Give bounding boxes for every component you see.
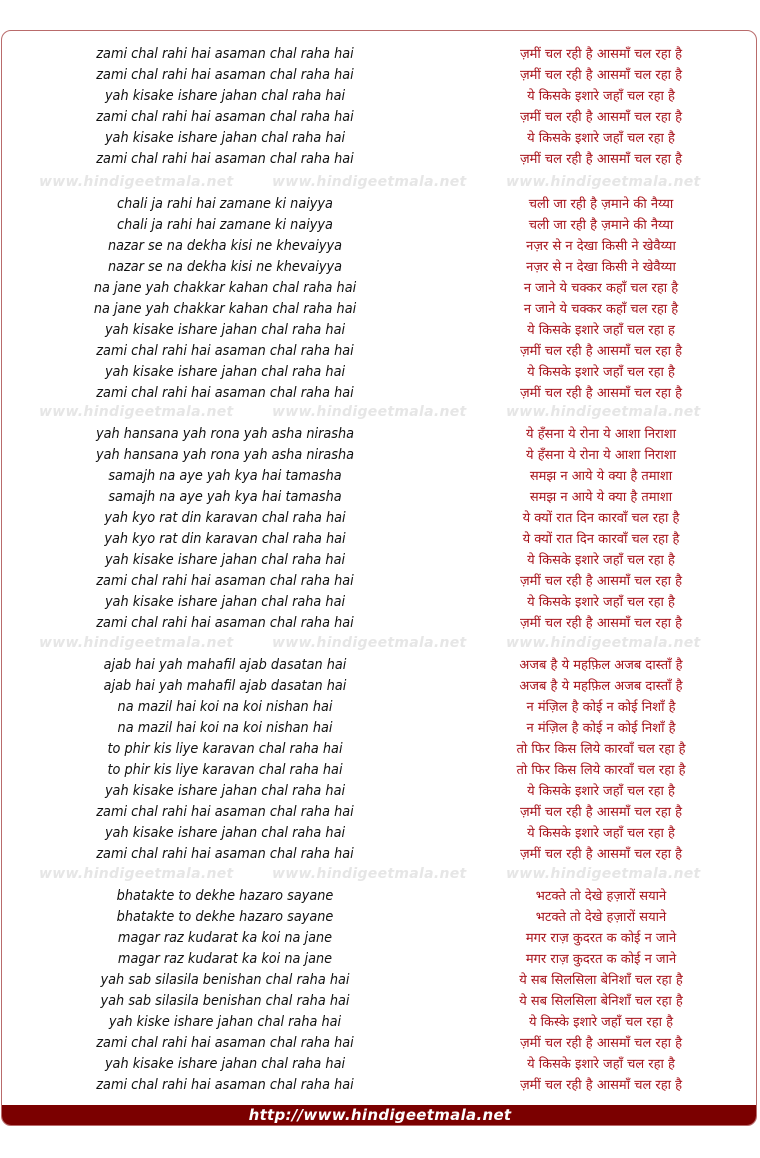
- lyric-line-hindi: ये किसके इशारे जहाँ चल रहा है: [527, 553, 675, 568]
- lyric-line-english: zami chal rahi hai asaman chal raha hai: [96, 804, 354, 820]
- lyric-line-hindi: ज़मीं चल रही है आसमाँ चल रहा है: [519, 616, 683, 631]
- watermark-text: www.hindigeetmala.net: [272, 404, 467, 420]
- lyric-line-english: yah kisake ishare jahan chal raha hai: [104, 552, 346, 568]
- lyric-line-hindi: ये किसके इशारे जहाँ चल रहा है: [527, 131, 675, 146]
- lyric-line-english: zami chal rahi hai asaman chal raha hai: [96, 1077, 354, 1093]
- lyric-line-hindi: ज़मीं चल रही है आसमाँ चल रहा है: [519, 847, 683, 862]
- lyric-line-english: magar raz kudarat ka koi na jane: [117, 951, 333, 967]
- lyric-line-hindi: ज़मीं चल रही है आसमाँ चल रहा है: [519, 386, 683, 401]
- lyric-line-hindi: समझ न आये ये क्या है तमाशा: [529, 469, 673, 484]
- lyric-line-hindi: ज़मीं चल रही है आसमाँ चल रहा है: [519, 1036, 683, 1051]
- watermark-text: www.hindigeetmala.net: [39, 635, 234, 651]
- lyric-line-hindi: ज़मीं चल रही है आसमाँ चल रहा है: [519, 1078, 683, 1093]
- lyric-line-english: zami chal rahi hai asaman chal raha hai: [96, 46, 354, 62]
- lyric-line-english: nazar se na dekha kisi ne khevaiyya: [107, 259, 343, 275]
- lyric-line-english: zami chal rahi hai asaman chal raha hai: [96, 67, 354, 83]
- lyric-line-english: nazar se na dekha kisi ne khevaiyya: [107, 238, 343, 254]
- lyric-line-english: yah kiske ishare jahan chal raha hai: [108, 1014, 342, 1030]
- lyric-line-hindi: ये किसके इशारे जहाँ चल रहा है: [527, 365, 675, 380]
- lyric-line-english: yah hansana yah rona yah asha nirasha: [95, 447, 355, 463]
- lyric-line-english: yah kisake ishare jahan chal raha hai: [104, 88, 346, 104]
- lyric-line-hindi: अजब है ये महफ़िल अजब दास्ताँ है: [519, 658, 683, 673]
- lyric-line-hindi: ज़मीं चल रही है आसमाँ चल रहा है: [519, 574, 683, 589]
- lyric-line-hindi: ये किसके इशारे जहाँ चल रहा है: [527, 1057, 675, 1072]
- lyric-line-hindi: ज़मीं चल रही है आसमाँ चल रहा है: [519, 152, 683, 167]
- lyric-line-hindi: ये किसके इशारे जहाँ चल रहा है: [527, 595, 675, 610]
- lyric-line-english: yah kyo rat din karavan chal raha hai: [104, 510, 346, 526]
- lyric-line-english: bhatakte to dekhe hazaro sayane: [116, 888, 334, 904]
- lyric-line-english: yah kisake ishare jahan chal raha hai: [104, 364, 346, 380]
- lyric-line-hindi: ज़मीं चल रही है आसमाँ चल रहा है: [519, 344, 683, 359]
- watermark-text: www.hindigeetmala.net: [506, 174, 701, 190]
- lyric-line-hindi: मगर राज़ कुदरत क कोई न जाने: [525, 931, 677, 946]
- lyric-line-hindi: मगर राज़ कुदरत क कोई न जाने: [525, 952, 677, 967]
- lyric-line-english: yah sab silasila benishan chal raha hai: [100, 993, 350, 1009]
- lyric-line-english: zami chal rahi hai asaman chal raha hai: [96, 151, 354, 167]
- lyric-line-english: zami chal rahi hai asaman chal raha hai: [96, 1035, 354, 1051]
- lyric-line-hindi: ये सब सिलसिला बेनिशाँ चल रहा है: [519, 994, 683, 1009]
- lyric-line-hindi: नज़र से न देखा किसी ने खेवैय्या: [526, 239, 676, 254]
- lyric-line-hindi: चली जा रही है ज़माने की नैय्या: [528, 218, 674, 233]
- lyric-line-hindi: भटक्ते तो देखे हज़ारों सयाने: [535, 889, 667, 904]
- lyric-line-english: yah hansana yah rona yah asha nirasha: [95, 426, 355, 442]
- lyric-line-hindi: न जाने ये चक्कर कहाँ चल रहा है: [523, 281, 679, 296]
- lyric-line-english: yah kisake ishare jahan chal raha hai: [104, 130, 346, 146]
- lyric-line-hindi: भटक्ते तो देखे हज़ारों सयाने: [535, 910, 667, 925]
- lyric-line-hindi: ये क्यों रात दिन कारवाँ चल रहा है: [522, 532, 680, 547]
- lyric-line-english: yah kisake ishare jahan chal raha hai: [104, 1056, 346, 1072]
- lyric-line-hindi: ज़मीं चल रही है आसमाँ चल रहा है: [519, 68, 683, 83]
- lyric-line-hindi: ये हँसना ये रोना ये आशा निराशा: [526, 427, 676, 442]
- lyric-line-english: samajh na aye yah kya hai tamasha: [108, 468, 342, 484]
- lyric-line-english: yah sab silasila benishan chal raha hai: [100, 972, 350, 988]
- lyric-line-english: yah kyo rat din karavan chal raha hai: [104, 531, 346, 547]
- lyric-line-english: ajab hai yah mahafil ajab dasatan hai: [103, 657, 347, 673]
- lyric-line-english: bhatakte to dekhe hazaro sayane: [116, 909, 334, 925]
- lyric-line-hindi: ये किसके इशारे जहाँ चल रहा ह: [527, 323, 675, 338]
- lyric-line-english: zami chal rahi hai asaman chal raha hai: [96, 846, 354, 862]
- lyric-line-hindi: ये किसके इशारे जहाँ चल रहा है: [527, 89, 675, 104]
- lyric-line-english: zami chal rahi hai asaman chal raha hai: [96, 573, 354, 589]
- lyric-line-english: chali ja rahi hai zamane ki naiyya: [117, 196, 333, 212]
- footer-url-bar[interactable]: http://www.hindigeetmala.net: [2, 1105, 757, 1125]
- lyric-line-english: na mazil hai koi na koi nishan hai: [117, 720, 333, 736]
- lyric-line-english: magar raz kudarat ka koi na jane: [117, 930, 333, 946]
- lyric-line-hindi: ज़मीं चल रही है आसमाँ चल रहा है: [519, 805, 683, 820]
- lyric-line-hindi: न मंज़िल है कोई न कोई निशाँ है: [526, 721, 676, 736]
- lyric-line-hindi: चली जा रही है ज़माने की नैय्या: [528, 197, 674, 212]
- watermark-text: www.hindigeetmala.net: [39, 866, 234, 882]
- watermark-text: www.hindigeetmala.net: [506, 866, 701, 882]
- lyric-line-hindi: ये किसके इशारे जहाँ चल रहा है: [527, 826, 675, 841]
- lyric-line-hindi: तो फिर किस लिये कारवाँ चल रहा है: [516, 742, 686, 757]
- lyric-line-english: to phir kis liye karavan chal raha hai: [107, 762, 343, 778]
- lyric-line-hindi: ये हँसना ये रोना ये आशा निराशा: [526, 448, 676, 463]
- lyric-line-english: zami chal rahi hai asaman chal raha hai: [96, 343, 354, 359]
- lyric-line-english: zami chal rahi hai asaman chal raha hai: [96, 385, 354, 401]
- lyric-line-hindi: अजब है ये महफ़िल अजब दास्ताँ है: [519, 679, 683, 694]
- lyric-line-hindi: ज़मीं चल रही है आसमाँ चल रहा है: [519, 110, 683, 125]
- lyric-line-hindi: ये किसके इशारे जहाँ चल रहा है: [527, 784, 675, 799]
- lyric-line-english: yah kisake ishare jahan chal raha hai: [104, 825, 346, 841]
- watermark-text: www.hindigeetmala.net: [272, 635, 467, 651]
- watermark-text: www.hindigeetmala.net: [39, 174, 234, 190]
- lyric-line-hindi: समझ न आये ये क्या है तमाशा: [529, 490, 673, 505]
- lyric-line-hindi: न जाने ये चक्कर कहाँ चल रहा है: [523, 302, 679, 317]
- lyric-line-hindi: नज़र से न देखा किसी ने खेवैय्या: [526, 260, 676, 275]
- watermark-text: www.hindigeetmala.net: [272, 174, 467, 190]
- lyric-line-english: zami chal rahi hai asaman chal raha hai: [96, 109, 354, 125]
- lyric-line-hindi: ये सब सिलसिला बेनिशाँ चल रहा है: [519, 973, 683, 988]
- lyric-line-hindi: ज़मीं चल रही है आसमाँ चल रहा है: [519, 47, 683, 62]
- lyric-line-english: na jane yah chakkar kahan chal raha hai: [93, 280, 357, 296]
- lyric-line-english: ajab hai yah mahafil ajab dasatan hai: [103, 678, 347, 694]
- lyric-line-english: na mazil hai koi na koi nishan hai: [117, 699, 333, 715]
- lyric-line-english: samajh na aye yah kya hai tamasha: [108, 489, 342, 505]
- lyric-line-english: zami chal rahi hai asaman chal raha hai: [96, 615, 354, 631]
- lyric-line-english: na jane yah chakkar kahan chal raha hai: [93, 301, 357, 317]
- lyric-line-english: yah kisake ishare jahan chal raha hai: [104, 594, 346, 610]
- lyric-line-hindi: न मंज़िल है कोई न कोई निशाँ है: [526, 700, 676, 715]
- lyric-line-english: to phir kis liye karavan chal raha hai: [107, 741, 343, 757]
- watermark-text: www.hindigeetmala.net: [506, 635, 701, 651]
- watermark-text: www.hindigeetmala.net: [272, 866, 467, 882]
- lyric-line-english: yah kisake ishare jahan chal raha hai: [104, 322, 346, 338]
- lyric-line-english: yah kisake ishare jahan chal raha hai: [104, 783, 346, 799]
- lyric-line-hindi: ये किस्के इशारे जहाँ चल रहा है: [528, 1015, 674, 1030]
- watermark-text: www.hindigeetmala.net: [39, 404, 234, 420]
- lyric-line-hindi: ये क्यों रात दिन कारवाँ चल रहा है: [522, 511, 680, 526]
- watermark-text: www.hindigeetmala.net: [506, 404, 701, 420]
- lyrics-panel: [1, 30, 757, 1126]
- lyric-line-hindi: तो फिर किस लिये कारवाँ चल रहा है: [516, 763, 686, 778]
- lyric-line-english: chali ja rahi hai zamane ki naiyya: [117, 217, 333, 233]
